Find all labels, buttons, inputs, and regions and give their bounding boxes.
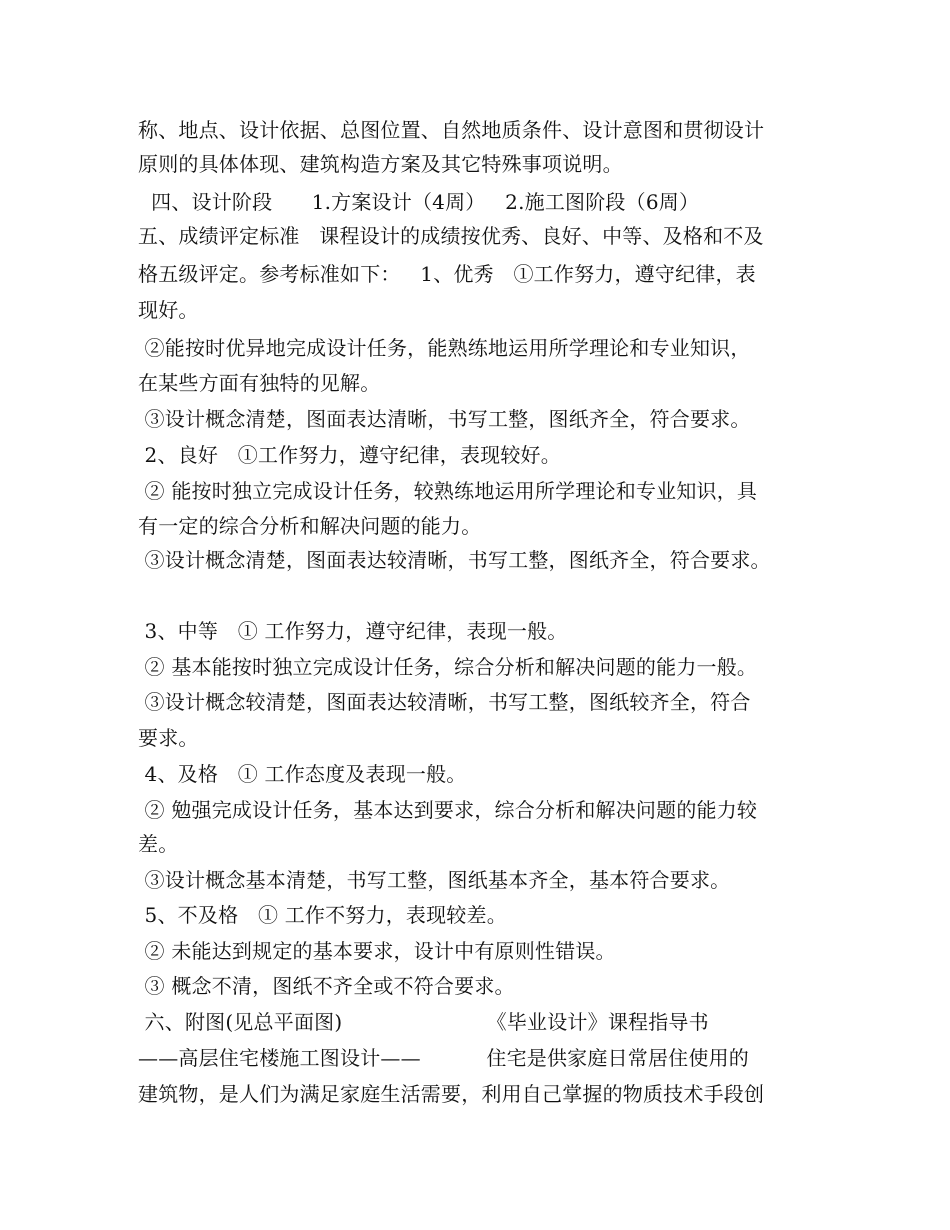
text-line: ② 勉强完成设计任务，基本达到要求，综合分析和解决问题的能力较 (138, 798, 758, 822)
text-line: 在某些方面有独特的见解。 (138, 371, 381, 395)
text-line: 2、良好 ①工作努力，遵守纪律，表现较好。 (138, 443, 561, 467)
text-line: ——高层住宅楼施工图设计—— 住宅是供家庭日常居住使用的 (138, 1046, 749, 1070)
text-line: 称、地点、设计依据、总图位置、自然地质条件、设计意图和贯彻设计 (138, 118, 765, 142)
text-line: ② 能按时独立完成设计任务，较熟练地运用所学理论和专业知识，具 (138, 479, 758, 503)
text-line: 四、设计阶段 1.方案设计（4周） 2.施工图阶段（6周） (138, 190, 700, 214)
text-line: 六、附图(见总平面图) 《毕业设计》课程指导书 (138, 1010, 709, 1034)
text-line: 格五级评定。参考标准如下： 1、优秀 ①工作努力，遵守纪律，表 (138, 262, 756, 286)
text-line: 差。 (138, 832, 179, 856)
text-line: ③ 概念不清，图纸不齐全或不符合要求。 (138, 974, 515, 998)
text-line: 建筑物，是人们为满足家庭生活需要，利用自己掌握的物质技术手段创 (138, 1082, 765, 1106)
text-line: ③设计概念较清楚，图面表达较清晰，书写工整，图纸较齐全，符合 (138, 690, 751, 714)
text-line: 现好。 (138, 298, 199, 322)
text-line: ③设计概念清楚，图面表达较清晰，书写工整，图纸齐全，符合要求。 (138, 548, 771, 572)
text-line: ③设计概念基本清楚，书写工整，图纸基本齐全，基本符合要求。 (138, 868, 731, 892)
text-line: ② 基本能按时独立完成设计任务，综合分析和解决问题的能力一般。 (138, 655, 758, 679)
text-line: 5、不及格 ① 工作不努力，表现较差。 (138, 903, 507, 927)
text-line: 3、中等 ① 工作努力，遵守纪律，表现一般。 (138, 619, 568, 643)
text-line: 原则的具体体现、建筑构造方案及其它特殊事项说明。 (138, 152, 623, 176)
text-line: 五、成绩评定标准 课程设计的成绩按优秀、良好、中等、及格和不及 (138, 224, 764, 248)
text-line: ③设计概念清楚，图面表达清晰，书写工整，图纸齐全，符合要求。 (138, 407, 751, 431)
text-line: 4、及格 ① 工作态度及表现一般。 (138, 762, 467, 786)
text-line: 要求。 (138, 726, 199, 750)
text-line: 有一定的综合分析和解决问题的能力。 (138, 514, 482, 538)
text-line: ② 未能达到规定的基本要求，设计中有原则性错误。 (138, 939, 616, 963)
text-line: ②能按时优异地完成设计任务，能熟练地运用所学理论和专业知识， (138, 336, 751, 360)
